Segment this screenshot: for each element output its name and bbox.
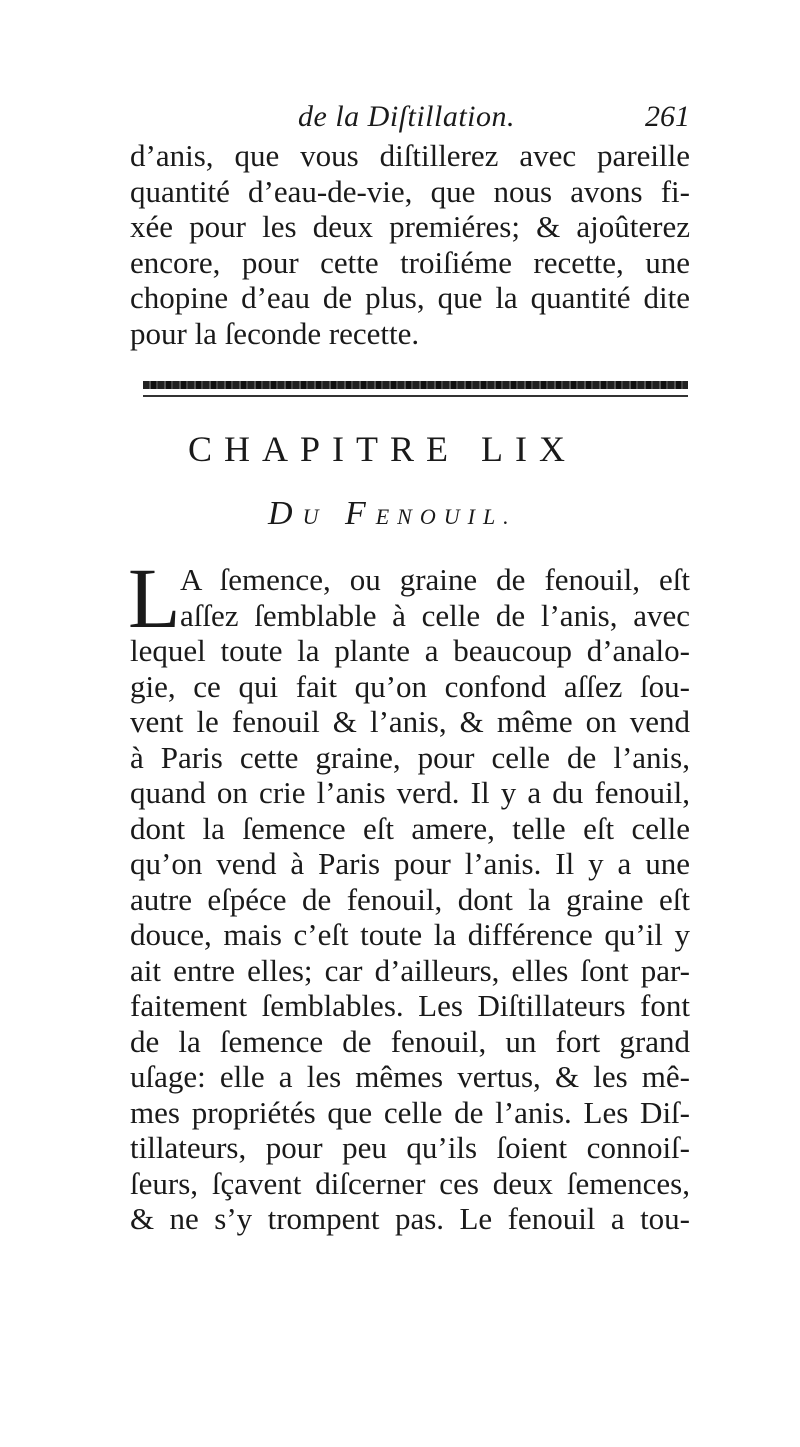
text-line: qu’on vend à Paris pour l’anis. Il y a une bbox=[130, 846, 690, 881]
running-title: de la Diſtillation. bbox=[298, 100, 515, 133]
text-line: d’anis, que vous diſtillerez avec pareille bbox=[130, 138, 690, 173]
text-line: quantité d’eau-de-vie, que nous avons fi- bbox=[130, 173, 690, 209]
text-line: pour la ſeconde recette. bbox=[130, 315, 420, 351]
subtitle-smallcaps: ENOUIL. bbox=[375, 504, 517, 529]
subtitle-initial: F bbox=[344, 495, 376, 532]
text-line: dont la ſemence eſt amere, telle eſt celle bbox=[130, 810, 690, 846]
ornamental-rule bbox=[143, 381, 688, 389]
body-paragraph bbox=[128, 550, 690, 1237]
text-line: chopine d’eau de plus, que la quantité dite bbox=[130, 280, 690, 315]
text-line: & ne s’y trompent pas. Le fenouil a tou- bbox=[130, 1201, 690, 1236]
text-line: tillateurs, pour peu qu’ils ſoient connoiſ- bbox=[130, 1130, 690, 1165]
text-line: de la ſemence de fenouil, un fort grand bbox=[130, 1023, 690, 1059]
running-head bbox=[130, 100, 690, 140]
text-line: xée pour les deux premiéres; & ajoûterez bbox=[130, 209, 690, 244]
text-line: A ſemence, ou graine de fenouil, eſt bbox=[180, 562, 690, 597]
text-line: autre eſpéce de fenouil, dont la graine eſt bbox=[130, 881, 690, 917]
page-number: 261 bbox=[645, 100, 690, 133]
subtitle-initial: D bbox=[268, 495, 303, 532]
text-line: à Paris cette graine, pour celle de l’anis, bbox=[130, 739, 690, 775]
text-line: lequel toute la plante a beaucoup d’analo- bbox=[130, 633, 690, 668]
text-line: gie, ce qui fait qu’on confond aſſez ſou- bbox=[130, 668, 690, 704]
chapter-subtitle bbox=[268, 495, 517, 533]
continuation-paragraph bbox=[130, 138, 690, 351]
text-line: douce, mais c’eſt toute la différence qu’il y bbox=[130, 917, 690, 952]
chapter-heading: CHAPITRE LIX bbox=[188, 429, 577, 469]
text-line: ait entre elles; car d’ailleurs, elles ſont par- bbox=[130, 952, 690, 988]
divider-line bbox=[143, 395, 688, 397]
text-line: faitement ſemblables. Les Diſtillateurs font bbox=[130, 988, 690, 1023]
text-line: aſſez ſemblable à celle de l’anis, avec bbox=[180, 597, 690, 633]
text-line: encore, pour cette troiſiéme recette, une bbox=[130, 244, 690, 280]
text-line: ſeurs, ſçavent diſcerner ces deux ſemences, bbox=[130, 1165, 690, 1201]
text-line: mes propriétés que celle de l’anis. Les Diſ- bbox=[130, 1094, 690, 1130]
text-line: uſage: elle a les mêmes vertus, & les mê- bbox=[130, 1059, 690, 1094]
text-line: vent le fenouil & l’anis, & même on vend bbox=[130, 704, 690, 739]
drop-cap: L bbox=[128, 550, 181, 646]
subtitle-smallcaps: U bbox=[302, 504, 327, 529]
text-line: quand on crie l’anis verd. Il y a du fenouil, bbox=[130, 775, 690, 810]
